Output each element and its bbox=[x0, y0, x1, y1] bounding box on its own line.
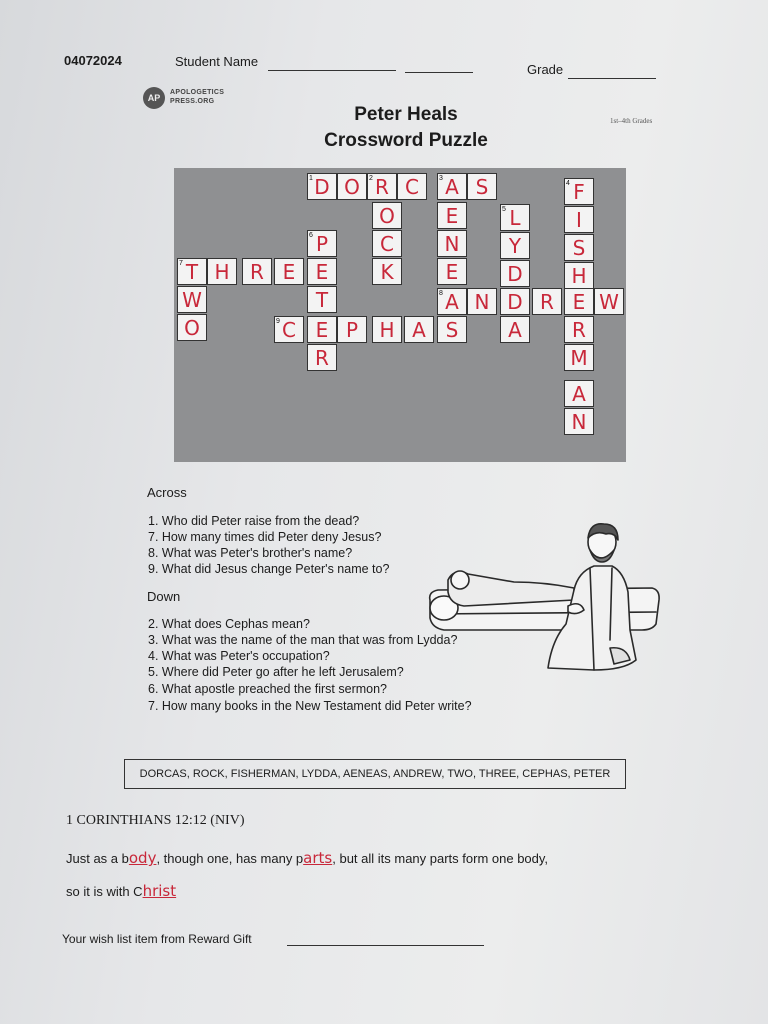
cell-letter: T bbox=[185, 260, 199, 284]
cell-letter: S bbox=[445, 318, 459, 342]
clue-down-3: 3. What was the name of the man that was from Lydda? bbox=[148, 633, 458, 647]
cell-letter: N bbox=[474, 290, 490, 314]
cell-letter: H bbox=[379, 318, 395, 342]
crossword-cell[interactable] bbox=[467, 173, 497, 200]
crossword-cell[interactable] bbox=[437, 288, 467, 315]
cell-letter: E bbox=[315, 318, 329, 342]
crossword-cell[interactable] bbox=[564, 408, 594, 435]
verse-blank-parts[interactable]: arts bbox=[303, 849, 333, 867]
clue-across-7: 7. How many times did Peter deny Jesus? bbox=[148, 530, 382, 544]
cell-letter: A bbox=[572, 382, 586, 406]
cell-letter: E bbox=[445, 204, 459, 228]
clue-number: 5 bbox=[502, 206, 506, 213]
crossword-cell[interactable] bbox=[177, 258, 207, 285]
cell-letter: C bbox=[380, 232, 394, 256]
clue-number: 3 bbox=[439, 175, 443, 182]
clue-across-8: 8. What was Peter's brother's name? bbox=[148, 546, 353, 560]
cell-letter: H bbox=[214, 260, 230, 284]
logo-icon: AP bbox=[143, 87, 165, 109]
clue-number: 1 bbox=[309, 175, 313, 182]
cell-letter: E bbox=[282, 260, 296, 284]
crossword-cell[interactable] bbox=[274, 316, 304, 343]
crossword-cell[interactable] bbox=[564, 206, 594, 233]
verse-text: , but all its many parts form one body, bbox=[332, 851, 549, 866]
clue-down-6: 6. What apostle preached the first sermon? bbox=[148, 682, 388, 696]
crossword-cell[interactable] bbox=[500, 204, 530, 231]
logo-line-1: APOLOGETICS bbox=[170, 89, 225, 96]
crossword-cell[interactable] bbox=[372, 316, 402, 343]
clue-down-5: 5. Where did Peter go after he left Jerusalem? bbox=[148, 665, 404, 679]
cell-letter: N bbox=[444, 232, 460, 256]
grade-line[interactable] bbox=[568, 78, 656, 79]
verse-reference: 1 CORINTHIANS 12:12 (NIV) bbox=[66, 813, 245, 828]
cell-letter: P bbox=[315, 232, 329, 256]
crossword-cell[interactable] bbox=[500, 260, 530, 287]
page-subtitle: Crossword Puzzle bbox=[324, 130, 488, 151]
logo-line-2: PRESS.ORG bbox=[170, 98, 215, 105]
cell-letter: A bbox=[445, 175, 459, 199]
crossword-cell[interactable] bbox=[274, 258, 304, 285]
cell-letter: D bbox=[507, 262, 523, 286]
crossword-cell[interactable] bbox=[564, 316, 594, 343]
crossword-cell[interactable] bbox=[564, 344, 594, 371]
crossword-cell[interactable] bbox=[594, 288, 624, 315]
clue-number: 9 bbox=[276, 318, 280, 325]
crossword-cell[interactable] bbox=[437, 173, 467, 200]
clue-down-2: 2. What does Cephas mean? bbox=[148, 617, 310, 631]
cell-letter: L bbox=[509, 206, 521, 230]
crossword-cell[interactable] bbox=[532, 288, 562, 315]
grade-note: 1st–4th Grades bbox=[610, 117, 653, 125]
clue-across-9: 9. What did Jesus change Peter's name to? bbox=[148, 562, 390, 576]
verse-line-2 bbox=[66, 882, 176, 900]
crossword-cell[interactable] bbox=[367, 173, 397, 200]
verse-text: , though one, has many p bbox=[156, 851, 304, 866]
cell-letter: W bbox=[182, 288, 202, 312]
clue-number: 2 bbox=[369, 175, 373, 182]
cell-letter: A bbox=[508, 318, 522, 342]
cell-letter: W bbox=[599, 290, 619, 314]
cell-letter: Y bbox=[508, 234, 522, 258]
clue-number: 7 bbox=[179, 260, 183, 267]
student-name-line[interactable] bbox=[268, 70, 396, 71]
peter-healing-illustration bbox=[424, 520, 664, 675]
cell-letter: D bbox=[507, 290, 523, 314]
crossword-cell[interactable] bbox=[307, 286, 337, 313]
cell-letter: R bbox=[375, 175, 389, 199]
student-name-line-2[interactable] bbox=[405, 72, 473, 73]
cell-letter: P bbox=[345, 318, 359, 342]
clue-down-4: 4. What was Peter's occupation? bbox=[148, 649, 330, 663]
crossword-cell[interactable] bbox=[307, 344, 337, 371]
crossword-grid bbox=[174, 168, 626, 462]
cell-letter: F bbox=[573, 180, 585, 204]
verse-line-1 bbox=[66, 849, 548, 867]
crossword-cell[interactable] bbox=[242, 258, 272, 285]
clue-across-1: 1. Who did Peter raise from the dead? bbox=[148, 514, 360, 528]
cell-letter: H bbox=[571, 264, 587, 288]
verse-text: Just as a b bbox=[66, 851, 129, 866]
crossword-cell[interactable] bbox=[564, 288, 594, 315]
word-bank: DORCAS, ROCK, FISHERMAN, LYDDA, AENEAS, ANDREW, TWO, THREE, CEPHAS, PETER bbox=[124, 759, 626, 789]
wish-list-line[interactable] bbox=[287, 945, 484, 946]
cell-letter: N bbox=[571, 410, 587, 434]
crossword-cell[interactable] bbox=[437, 202, 467, 229]
cell-letter: I bbox=[576, 208, 582, 232]
crossword-cell[interactable] bbox=[467, 288, 497, 315]
crossword-cell[interactable] bbox=[337, 173, 367, 200]
cell-letter: R bbox=[315, 346, 329, 370]
student-name-label: Student Name bbox=[175, 54, 259, 69]
crossword-cell[interactable] bbox=[307, 258, 337, 285]
verse-blank-body[interactable]: ody bbox=[128, 849, 157, 867]
cell-letter: D bbox=[314, 175, 330, 199]
crossword-cell[interactable] bbox=[500, 232, 530, 259]
crossword-cell[interactable] bbox=[177, 286, 207, 313]
verse-text: so it is with C bbox=[66, 884, 143, 899]
crossword-cell[interactable] bbox=[177, 314, 207, 341]
crossword-cell[interactable] bbox=[307, 173, 337, 200]
cell-letter: A bbox=[412, 318, 426, 342]
crossword-cell[interactable] bbox=[437, 230, 467, 257]
cell-letter: S bbox=[572, 236, 586, 260]
cell-letter: E bbox=[445, 260, 459, 284]
crossword-cell[interactable] bbox=[372, 230, 402, 257]
crossword-cell[interactable] bbox=[564, 178, 594, 205]
cell-letter: E bbox=[572, 290, 586, 314]
page-title: Peter Heals bbox=[354, 104, 458, 125]
cell-letter: O bbox=[379, 204, 395, 228]
cell-letter: R bbox=[250, 260, 264, 284]
crossword-cell[interactable] bbox=[564, 262, 594, 289]
crossword-cell[interactable] bbox=[500, 288, 530, 315]
crossword-cell[interactable] bbox=[437, 316, 467, 343]
across-heading: Across bbox=[147, 485, 187, 500]
clue-number: 4 bbox=[566, 180, 570, 187]
grade-label: Grade bbox=[527, 62, 564, 77]
cell-letter: K bbox=[380, 260, 394, 284]
logo-text bbox=[170, 88, 224, 106]
worksheet-code: 04072024 bbox=[64, 53, 122, 68]
clue-number: 6 bbox=[309, 232, 313, 239]
crossword-cell[interactable] bbox=[500, 316, 530, 343]
cell-letter: C bbox=[405, 175, 419, 199]
cell-letter: S bbox=[475, 175, 489, 199]
clue-number: 8 bbox=[439, 290, 443, 297]
clue-down-7: 7. How many books in the New Testament did Peter write? bbox=[148, 699, 472, 713]
wish-list-label: Your wish list item from Reward Gift bbox=[62, 932, 252, 946]
crossword-cell[interactable] bbox=[372, 202, 402, 229]
crossword-cell[interactable] bbox=[404, 316, 434, 343]
verse-blank-christ[interactable]: hrist bbox=[142, 882, 177, 900]
down-heading: Down bbox=[147, 589, 181, 604]
cell-letter: E bbox=[315, 260, 329, 284]
cell-letter: C bbox=[282, 318, 296, 342]
crossword-cell[interactable] bbox=[372, 258, 402, 285]
cell-letter: O bbox=[344, 175, 360, 199]
crossword-cell[interactable] bbox=[307, 230, 337, 257]
crossword-cell[interactable] bbox=[337, 316, 367, 343]
cell-letter: R bbox=[540, 290, 554, 314]
crossword-cell[interactable] bbox=[207, 258, 237, 285]
cell-letter: A bbox=[445, 290, 459, 314]
cell-letter: R bbox=[572, 318, 586, 342]
crossword-cell[interactable] bbox=[564, 234, 594, 261]
cell-letter: O bbox=[184, 316, 200, 340]
crossword-cell[interactable] bbox=[397, 173, 427, 200]
cell-letter: M bbox=[570, 346, 588, 370]
crossword-cell[interactable] bbox=[564, 380, 594, 407]
crossword-cell[interactable] bbox=[307, 316, 337, 343]
cell-letter: T bbox=[315, 288, 329, 312]
